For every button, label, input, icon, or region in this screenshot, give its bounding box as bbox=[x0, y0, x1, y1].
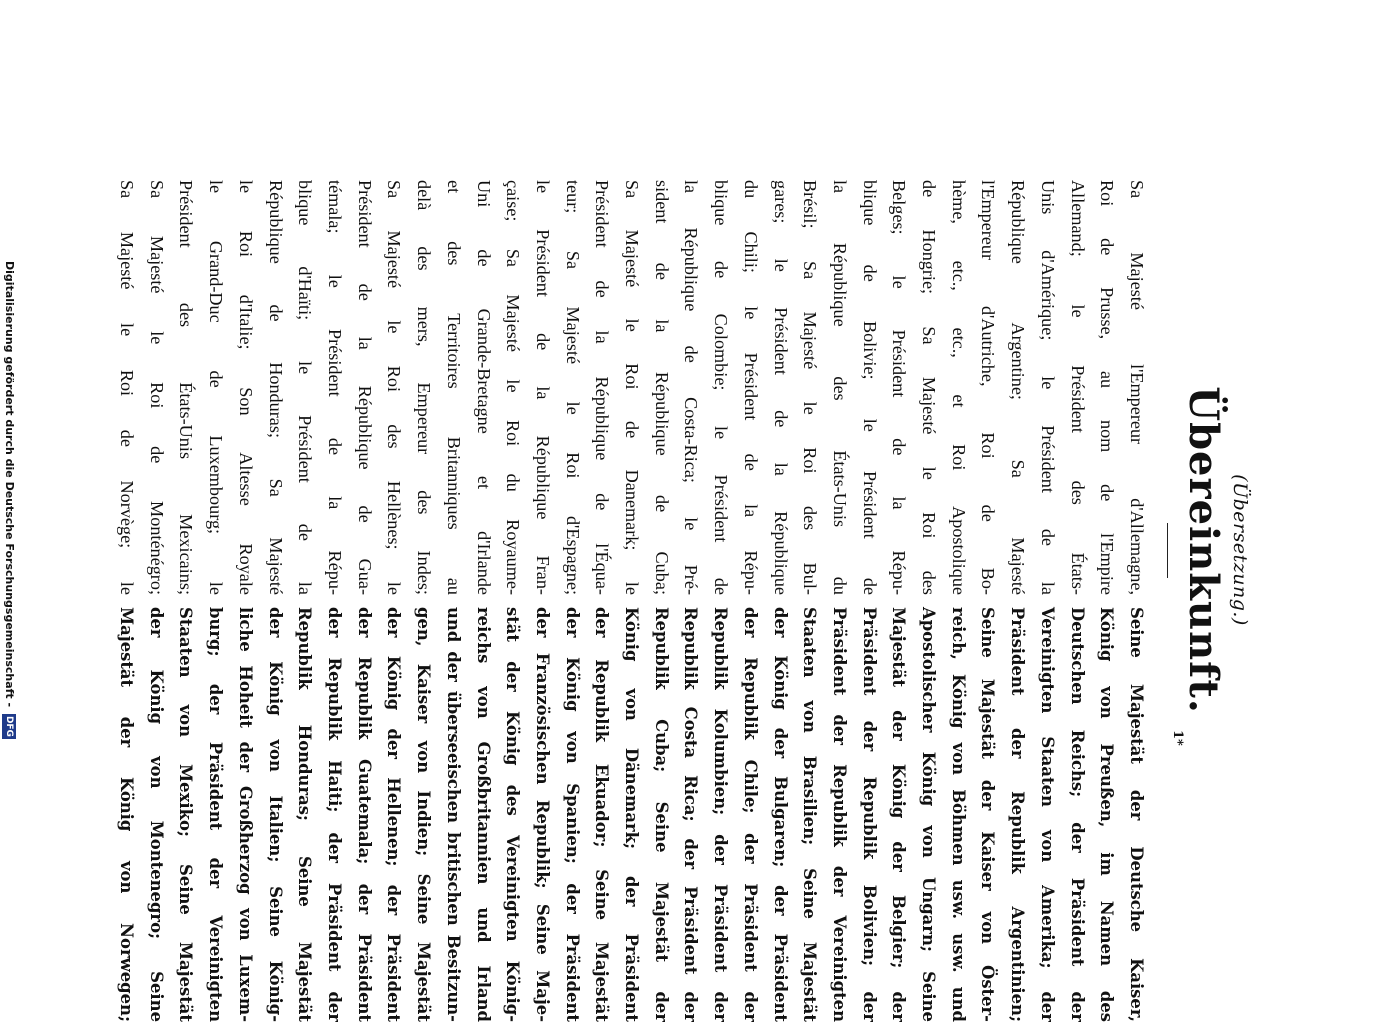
french-text-line: République de Honduras; Sa Majesté bbox=[265, 180, 286, 595]
french-text-line: Sa Majesté le Roi de Norvège; le bbox=[117, 180, 138, 595]
french-text-line: Allemand; le Président des États- bbox=[1067, 180, 1088, 595]
german-text-line: Apostolischer König von Ungarn; Seine bbox=[919, 607, 939, 1022]
german-text-line: Majestät der König von Norwegen; bbox=[117, 607, 137, 1022]
subtitle: (Übersetzung.) bbox=[1229, 474, 1251, 626]
french-text-line: le Président de la République Fran- bbox=[532, 180, 553, 595]
german-text-line: Republik Kolumbien; der Präsident der bbox=[711, 607, 731, 1022]
french-text-line: Unis d'Amérique; le Président de la bbox=[1037, 180, 1058, 595]
dfg-logo: DFG bbox=[4, 715, 14, 737]
french-text-line: et des Territoires Britanniques au bbox=[443, 180, 464, 595]
french-text-line: teur; Sa Majesté le Roi d'Espagne; bbox=[562, 180, 583, 595]
french-text-line: Président de la République de l'Équa- bbox=[592, 180, 613, 595]
french-text-line: Sa Majesté le Roi des Hellènes; le bbox=[384, 180, 405, 595]
german-text-line: Seine Majestät der Kaiser von Öster- bbox=[978, 607, 998, 1022]
german-text-line: der König von Italien; Seine König- bbox=[265, 607, 285, 1022]
german-text-line: Majestät der König der Belgier; der bbox=[889, 607, 909, 1022]
german-text-line: reichs von Großbritannien und Irland bbox=[473, 607, 493, 1022]
french-text-line: Sa Majesté l'Empereur d'Allemagne, bbox=[1127, 180, 1147, 595]
title-rule bbox=[1167, 523, 1168, 578]
german-text-line: Vereinigten Staaten von Amerika; der bbox=[1037, 607, 1057, 1022]
french-text-line: Brésil; Sa Majesté le Roi des Bul- bbox=[800, 180, 821, 595]
french-text-line: République Argentine; Sa Majesté bbox=[1008, 180, 1029, 595]
digitization-note bbox=[0, 0, 18, 1000]
german-text-line: Republik Cuba; Seine Majestät der bbox=[651, 607, 671, 1022]
page-title: Übereinkunft. bbox=[1180, 386, 1227, 714]
french-text-line: gares; le Président de la République bbox=[770, 180, 791, 595]
german-text-line: liche Hoheit der Großherzog von Luxem- bbox=[235, 607, 255, 1022]
german-text-line: Republik Costa Rica; der Präsident der bbox=[681, 607, 701, 1022]
german-text-line: Seine Majestät der Deutsche Kaiser, bbox=[1127, 607, 1146, 1022]
french-text-line: Roi de Prusse, au nom de l'Empire bbox=[1097, 180, 1118, 595]
german-text-line: der König von Montenegro; Seine bbox=[146, 607, 166, 1022]
header bbox=[1167, 0, 1251, 1000]
german-text-line: der Republik Guatemala; der Präsident bbox=[354, 607, 374, 1022]
german-text-line: der Republik Chile; der Präsident der bbox=[740, 607, 760, 1022]
french-text-line: çaise; Sa Majesté le Roi du Royaume- bbox=[503, 180, 524, 595]
french-text-line: la République de Costa-Rica; le Pré- bbox=[681, 180, 702, 595]
french-text-line: le Roi d'Italie; Son Altesse Royale bbox=[235, 180, 256, 595]
french-text-line: la République des États-Unis du bbox=[829, 180, 850, 595]
french-text-line: blique de Colombie; le Président de bbox=[711, 180, 732, 595]
french-text-line: Sa Majesté le Roi de Monténégro; bbox=[146, 180, 167, 595]
page-number: 1* bbox=[1170, 730, 1185, 746]
german-text-line: gen, Kaiser von Indien; Seine Majestät bbox=[414, 607, 434, 1022]
german-text-line: der König der Bulgaren; der Präsident bbox=[770, 607, 790, 1022]
german-text-line: der Französischen Republik; Seine Maje- bbox=[532, 607, 552, 1022]
french-text-line: du Chili; le Président de la Répu- bbox=[740, 180, 761, 595]
german-text-line: Deutschen Reichs; der Präsident der bbox=[1067, 607, 1087, 1022]
german-text-line: der König der Hellenen; der Präsident bbox=[384, 607, 404, 1022]
french-text-line: sident de la République de Cuba; bbox=[651, 180, 672, 595]
french-text-line: hème, etc., etc., et Roi Apostolique bbox=[948, 180, 969, 595]
french-text-line: Président de la République de Gua- bbox=[354, 180, 375, 595]
french-text-line: l'Empereur d'Autriche, Roi de Bo- bbox=[978, 180, 999, 595]
french-text-line: Sa Majesté le Roi de Danemark; le bbox=[622, 180, 643, 595]
french-text-line: témala; le Président de la Répu- bbox=[325, 180, 346, 595]
german-text-line: der Republik Haiti; der Präsident der bbox=[325, 607, 345, 1022]
french-text-line: le Grand-Duc de Luxembourg; le bbox=[206, 180, 227, 595]
german-text-line: und der überseeischen britischen Besitzun- bbox=[443, 607, 463, 1022]
german-text-line: der König von Spanien; der Präsident bbox=[562, 607, 582, 1022]
german-text-line: reich, König von Böhmen usw. usw. und bbox=[948, 607, 968, 1022]
german-text-line: Präsident der Republik Bolivien; der bbox=[859, 607, 879, 1022]
digitization-note-text: Digitalisierung gefördert durch die Deutsche Forschungsgemeinschaft - bbox=[3, 261, 16, 708]
german-text-line: Staaten von Mexiko; Seine Majestät bbox=[176, 607, 196, 1022]
french-text-line: blique de Bolivie; le Président de bbox=[859, 180, 880, 595]
german-text-line: König von Preußen, im Namen des bbox=[1097, 607, 1117, 1022]
german-text-line: Präsident der Republik der Vereinigten bbox=[829, 607, 849, 1022]
french-text-line: de Hongrie; Sa Majesté le Roi des bbox=[919, 180, 940, 595]
french-text-column bbox=[111, 180, 1151, 595]
french-text-line: delà des mers, Empereur des Indes; bbox=[414, 180, 435, 595]
german-text-line: burg; der Präsident der Vereinigten bbox=[206, 607, 226, 1022]
french-text-line: Belges; le Président de la Répu- bbox=[889, 180, 910, 595]
german-text-column bbox=[111, 607, 1151, 1022]
german-text-line: stät der König des Vereinigten König- bbox=[503, 607, 523, 1022]
french-text-line: blique d'Haïti; le Président de la bbox=[295, 180, 316, 595]
german-text-line: Republik Honduras; Seine Majestät bbox=[295, 607, 315, 1022]
french-text-line: Uni de Grande-Bretagne et d'Irlande bbox=[473, 180, 494, 595]
french-text-line: Président des États-Unis Mexicains; bbox=[176, 180, 197, 595]
german-text-line: der Republik Ekuador; Seine Majestät bbox=[592, 607, 612, 1022]
german-text-line: Staaten von Brasilien; Seine Majestät bbox=[800, 607, 820, 1022]
german-text-line: König von Dänemark; der Präsident bbox=[622, 607, 642, 1022]
german-text-line: Präsident der Republik Argentinien; bbox=[1008, 607, 1028, 1022]
